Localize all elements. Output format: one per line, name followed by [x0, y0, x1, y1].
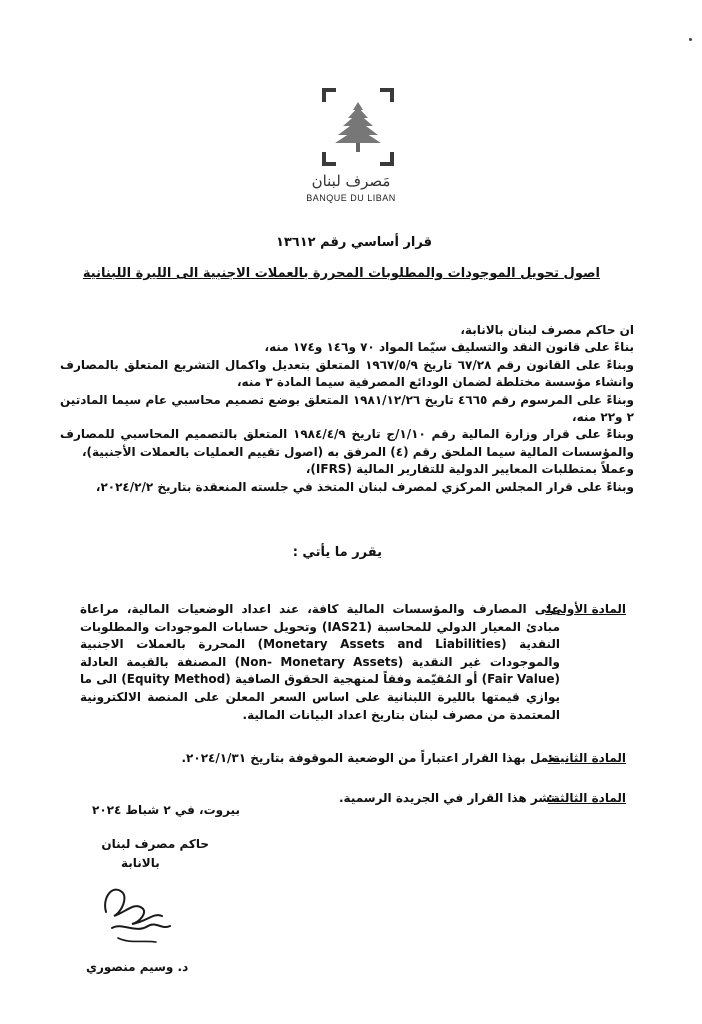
- cedar-tree-icon: [322, 88, 394, 166]
- signer-title: حاكم مصرف لبنان: [101, 837, 209, 851]
- bank-name-arabic: مَصرف لبنان: [311, 172, 391, 190]
- preamble-line: وبناءً على القانون رقم ٦٧/٢٨ تاريخ ١٩٦٧/٥/٩ المتعلق بتعديل واكمال التشريع المتعلق بالمصارف وانشاء مؤسسة مختلطة لضمان الودائع المصرفية سيما المادة ٣ منه،: [60, 357, 634, 390]
- preamble-line: وبناءً على المرسوم رقم ٤٦٦٥ تاريخ ١٩٨١/١٢/٢٦ المتعلق بوضع تصميم محاسبي عام سيما المادتين ٢ و٢٢ منه،: [60, 392, 634, 425]
- preamble-line: وعملاً بمتطلبات المعايير الدولية للتقارير المالية (IFRS)،: [305, 462, 634, 477]
- article-1-label: المادة الأولى:: [545, 602, 626, 616]
- place-date: بيروت، في ٢ شباط ٢٠٢٤: [92, 803, 240, 817]
- decides-heading: يقرر ما يأتي :: [292, 545, 382, 560]
- signer-name: د. وسيم منصوري: [86, 960, 189, 974]
- article-1-text: على المصارف والمؤسسات المالية كافة، عند اعداد الوضعيات المالية، مراعاة مبادئ المعيار الدولي للمحاسبة (IAS21) وتحويل حسابات الموجودات والمطلوبات النقدية (Monetary Assets and Liabilities) المحررة بالعملات الاجنبية والموجودات غير النقدية (Non- Monetary Assets) المصنفة بالقيمة العادلة (Fair Value) أو المُقيّمة وفقاً لمنهجية الحقوق الصافية (Equity Method) الى ما يوازي قيمتها بالليرة اللبنانية على اساس السعر المعلن على المنصة الالكترونية المعتمدة من مصرف لبنان بتاريخ اعداد البيانات المالية.: [80, 602, 560, 722]
- signer-capacity: بالانابة: [121, 856, 160, 870]
- handwritten-signature-icon: [92, 872, 182, 952]
- preamble: [60, 322, 634, 496]
- scan-speck: [689, 38, 692, 41]
- preamble-line: وبناءً على قرار المجلس المركزي لمصرف لبنان المتخذ في جلسته المنعقدة بتاريخ ٢٠٢٤/٢/٢،: [95, 479, 634, 494]
- article-3-text: ينشر هذا القرار في الجريدة الرسمية.: [339, 791, 560, 805]
- preamble-line: بناءً على قانون النقد والتسليف سيّما المواد ٧٠ و١٤٦ و١٧٤ منه،: [264, 340, 634, 355]
- decision-number: قرار أساسي رقم ١٣٦١٢: [275, 235, 432, 250]
- preamble-line: ان حاكم مصرف لبنان بالانابة،: [460, 323, 634, 337]
- preamble-line: وبناءً على قرار وزارة المالية رقم ١/١٠/ج تاريخ ١٩٨٤/٤/٩ المتعلق بالتصميم المحاسبي للمصارف والمؤسسات المالية سيما الملحق رقم (٤) المرفق به (اصول تقييم العمليات بالعملات الأجنبية)،: [60, 427, 634, 459]
- bank-name-english: BANQUE DU LIBAN: [306, 193, 396, 203]
- decision-subject: اصول تحويل الموجودات والمطلوبات المحررة بالعملات الاجنبية الى الليرة اللبنانية: [82, 266, 600, 281]
- article-2-label: المادة الثانية:: [547, 751, 626, 765]
- article-3-label: المادة الثالثة:: [547, 791, 626, 805]
- article-2-text: يعمل بهذا القرار اعتباراً من الوضعية الموقوفة بتاريخ ٢٠٢٤/١/٣١.: [181, 751, 560, 765]
